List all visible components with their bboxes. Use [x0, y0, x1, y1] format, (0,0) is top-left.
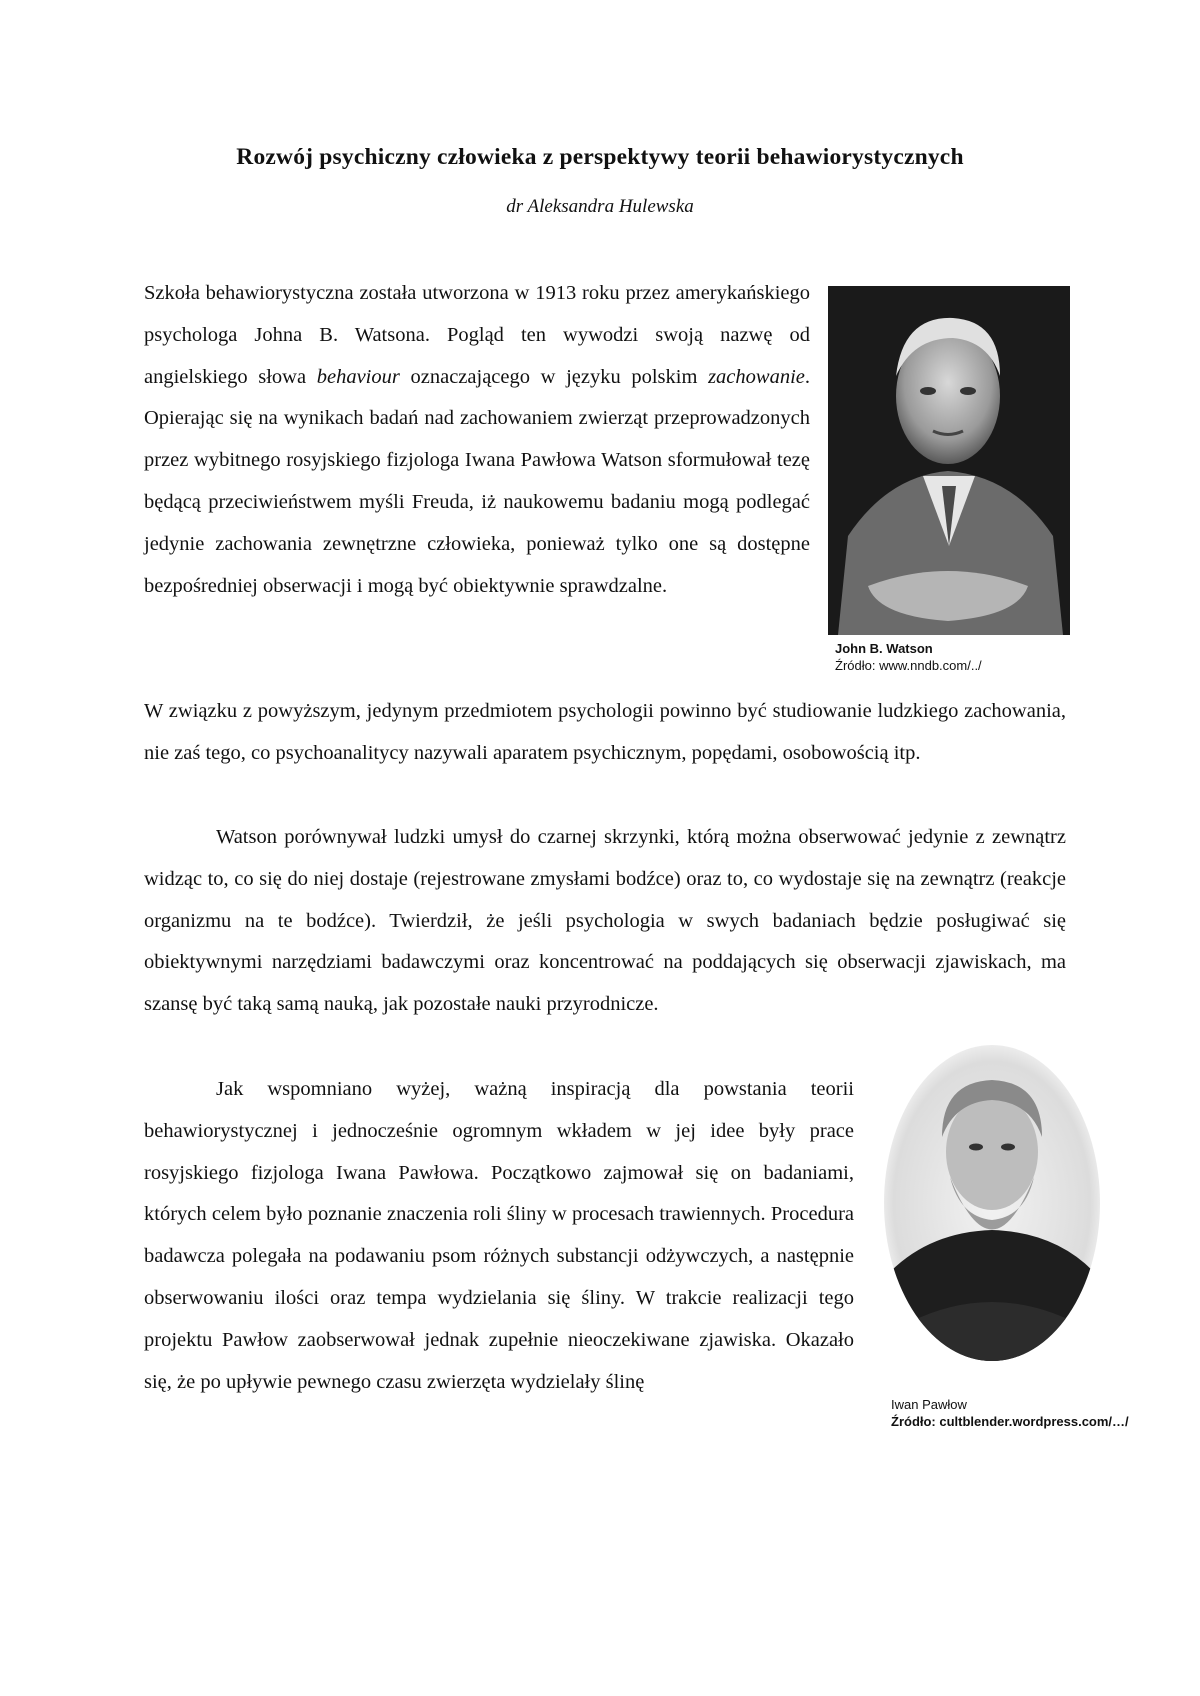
term-behaviour: behaviour [316, 365, 400, 388]
paragraph-black-box: Watson porównywał ludzki umysł do czarnej skrzynki, którą można obserwować jedynie z zewnątrz widząc to, co się do niej dostaje (rejestrowane zmysłami bodźce) oraz to, co wydostaje się na zewnątrz (reakcje organizmu na te bodźce). Twierdził, że jeśli psychologia w swych badaniach będzie posługiwać się obiektywnymi narzędziami badawczymi oraz koncentrować na poddających się obserwacji zjawiskach, ma szansę być taką samą nauką, jak pozostałe nauki przyrodnicze. [144, 826, 1066, 1016]
paragraph-text: . Opierając się na wynikach badań nad zachowaniem zwierząt przeprowadzonych przez wybitnego rosyjskiego fizjologa Iwana Pawłowa Watson sformułował tezę będącą przeciwieństwem myśli Freuda, iż naukowemu badaniu mogą podlegać jedynie zachowania zewnętrzne człowieka, ponieważ tylko one są dostępne bezpośredniej obserwacji i mogą być obiektywnie sprawdzalne. [144, 365, 810, 597]
watson-caption-name: John B. Watson [835, 641, 933, 656]
paragraph-text: oznaczającego w języku polskim [399, 365, 709, 388]
pavlov-portrait-image [880, 1042, 1104, 1364]
watson-caption [835, 640, 982, 674]
watson-portrait-photo [828, 286, 1070, 635]
watson-portrait-image [828, 286, 1070, 635]
paragraph-intro-continuation: W związku z powyższym, jedynym przedmiotem psychologii powinno być studiowanie ludzkiego zachowania, nie zaś tego, co psychoanalitycy nazywali aparatem psychicznym, popędami, osobowością itp. [144, 700, 1066, 764]
pavlov-caption-source: Źródło: cultblender.wordpress.com/…/ [891, 1414, 1129, 1429]
paragraph-intro [144, 273, 810, 607]
document-title: Rozwój psychiczny człowieka z perspektywy teorii behawiorystycznych [236, 144, 964, 170]
watson-caption-source: Źródło: www.nndb.com/../ [835, 658, 982, 673]
pavlov-portrait-photo [880, 1042, 1104, 1364]
paragraph-text: Szkoła behawiorystyczna została utworzona w 1913 roku przez amerykańskiego psychologa Johna B. Watsona. Pogląd ten wywodzi swoją nazwę od angielskiego słowa [144, 282, 810, 388]
term-zachowanie: zachowanie [708, 365, 805, 388]
document-author: dr Aleksandra Hulewska [506, 196, 694, 217]
pavlov-caption-name: Iwan Pawłow [891, 1397, 967, 1412]
paragraph-pavlov: Jak wspomniano wyżej, ważną inspiracją dla powstania teorii behawiorystycznej i jednocześnie ogromnym wkładem w jej idee były prace rosyjskiego fizjologa Iwana Pawłowa. Początkowo zajmował się on badaniami, których celem było poznanie znaczenia roli śliny w procesach trawiennych. Procedura badawcza polegała na podawaniu psom różnych substancji odżywczych, a następnie obserwowaniu ilości oraz tempa wydzielania się śliny. W trakcie realizacji tego projektu Pawłow zaobserwował jednak zupełnie nieoczekiwane zjawiska. Okazało się, że po upływie pewnego czasu zwierzęta wydzielały ślinę [144, 1078, 854, 1393]
pavlov-caption [891, 1396, 1129, 1430]
